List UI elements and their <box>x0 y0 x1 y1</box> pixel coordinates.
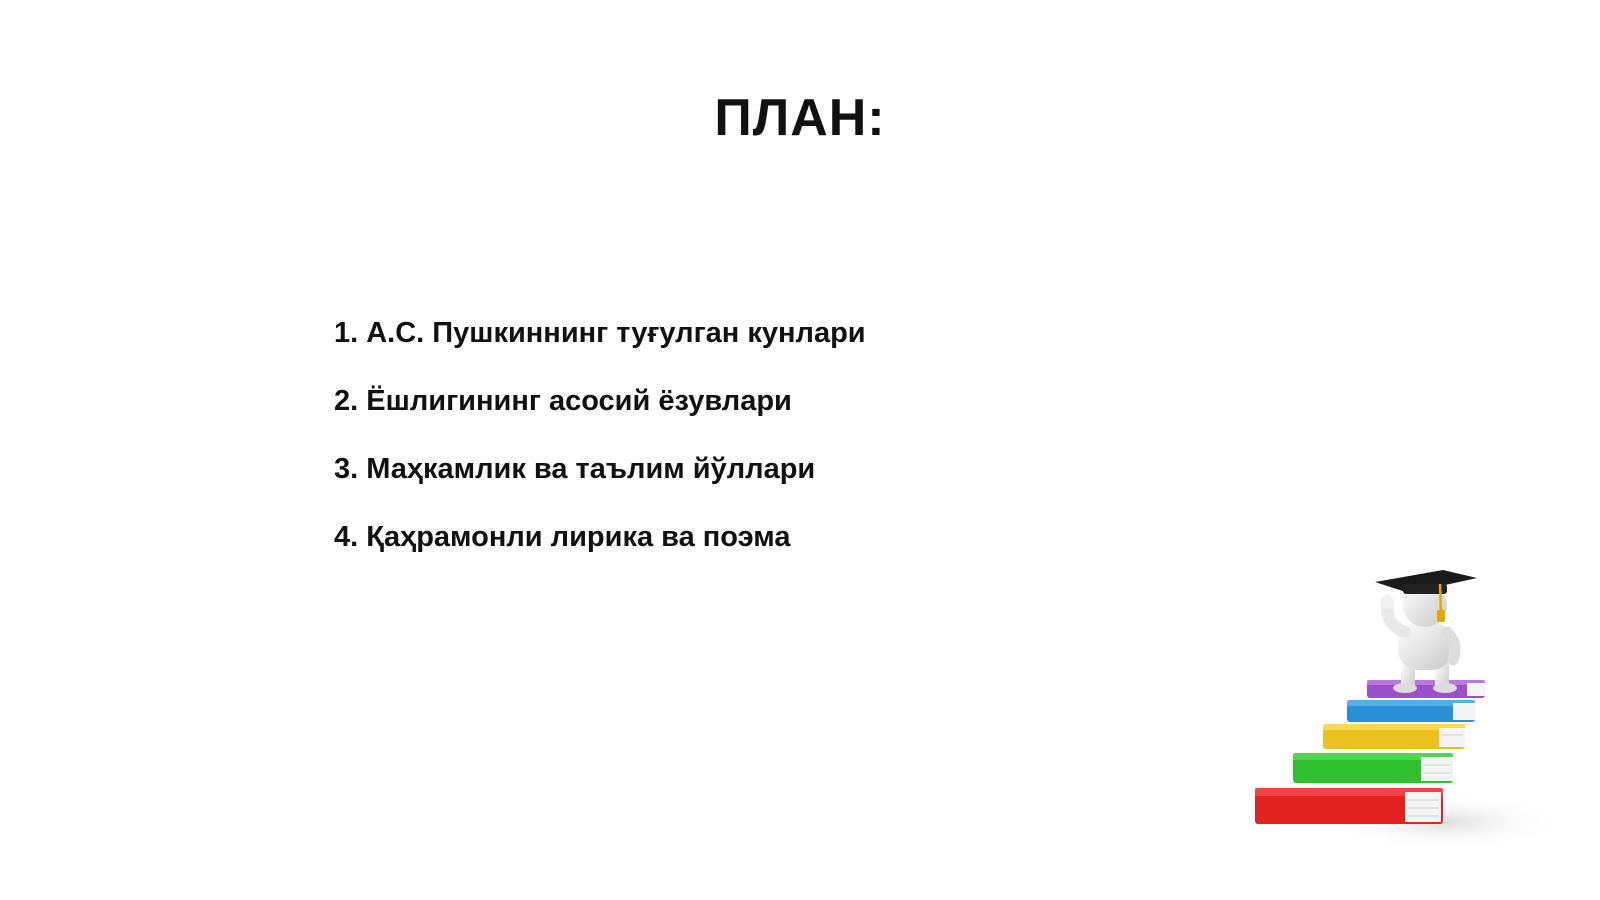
plan-item-2: 2. Ёшлигининг асосий ёзувлари <box>334 385 792 417</box>
book-purple <box>1367 680 1485 698</box>
graduate-on-books-icon <box>1255 560 1555 860</box>
graduate-figure <box>1380 583 1457 693</box>
slide-title: ПЛАН: <box>714 89 886 147</box>
plan-item-3: 3. Маҳкамлик ва таълим йўллари <box>334 453 816 485</box>
plan-item-4: 4. Қаҳрамонли лирика ва поэма <box>334 521 791 553</box>
book-red <box>1255 788 1443 824</box>
book-green <box>1293 753 1453 783</box>
plan-item-1: 1. А.С. Пушкиннинг туғулган кунлари <box>334 317 866 349</box>
book-yellow <box>1323 724 1465 749</box>
plan-list <box>334 316 866 588</box>
book-blue <box>1347 700 1475 722</box>
